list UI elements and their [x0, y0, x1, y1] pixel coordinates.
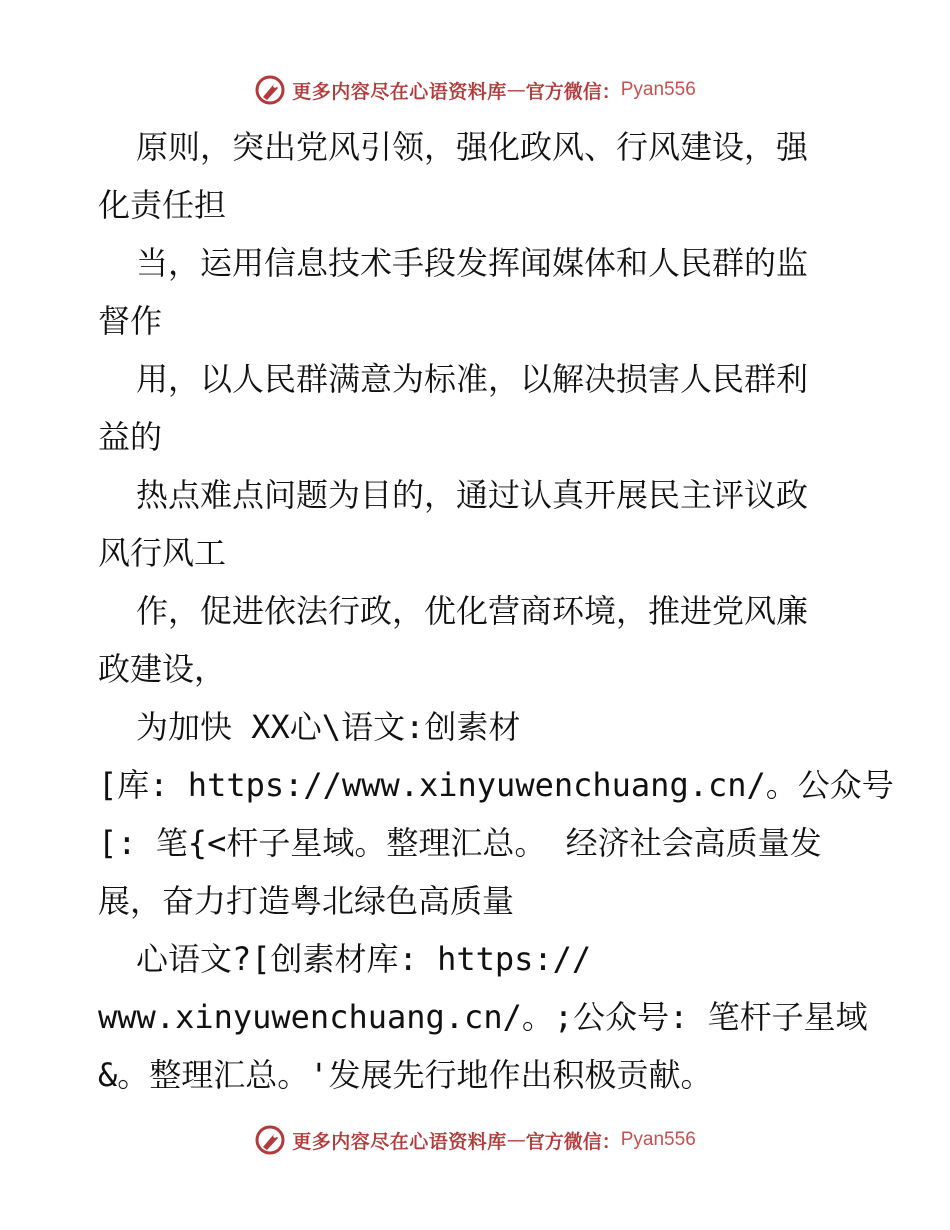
text-line: 原则，突出党风引领，强化政风、行风建设，强 — [136, 128, 809, 166]
banner-text: 更多内容尽在心语资料库 — [292, 1130, 507, 1153]
banner-wechat-id: Pyan556 — [620, 1129, 696, 1150]
banner-wechat-label: 官方微信： — [525, 80, 621, 103]
text-line: 风行风工 — [98, 534, 227, 572]
text-line: 展，奋力打造粤北绿色高质量 — [98, 882, 515, 920]
text-line: &。整理汇总。'发展先行地作出积极贡献。 — [98, 1056, 713, 1094]
text-line: 督作 — [98, 302, 163, 340]
text-line: 用，以人民群满意为标准，以解决损害人民群利 — [136, 360, 809, 398]
banner-separator: — — [506, 1129, 526, 1151]
text-line: 心语文?[创素材库: https:// — [136, 940, 592, 978]
banner-wechat-id: Pyan556 — [620, 79, 696, 100]
text-line: www.xinyuwenchuang.cn/。;公众号: 笔杆子星域 — [98, 998, 868, 1036]
header-banner — [0, 70, 950, 110]
document-body — [98, 118, 894, 1104]
text-line: 化责任担 — [98, 186, 227, 224]
pen-logo-icon — [254, 1124, 286, 1156]
text-line: 热点难点问题为目的，通过认真开展民主评议政 — [136, 476, 809, 514]
text-line: [库: https://www.xinyuwenchuang.cn/。公众号 — [98, 766, 894, 804]
text-line: [: 笔{<杆子星域。整理汇总。 经济社会高质量发 — [98, 824, 822, 862]
text-line: 为加快 XX心\语文:创素材 — [136, 708, 521, 746]
pen-logo-icon — [254, 74, 286, 106]
text-line: 益的 — [98, 418, 163, 456]
footer-banner — [0, 1120, 950, 1160]
text-line: 当，运用信息技术手段发挥闻媒体和人民群的监 — [136, 244, 809, 282]
text-line: 政建设， — [98, 650, 227, 688]
banner-separator: — — [506, 79, 526, 101]
banner-text: 更多内容尽在心语资料库 — [292, 80, 507, 103]
text-line: 作，促进依法行政，优化营商环境，推进党风廉 — [136, 592, 809, 630]
banner-wechat-label: 官方微信： — [525, 1130, 621, 1153]
